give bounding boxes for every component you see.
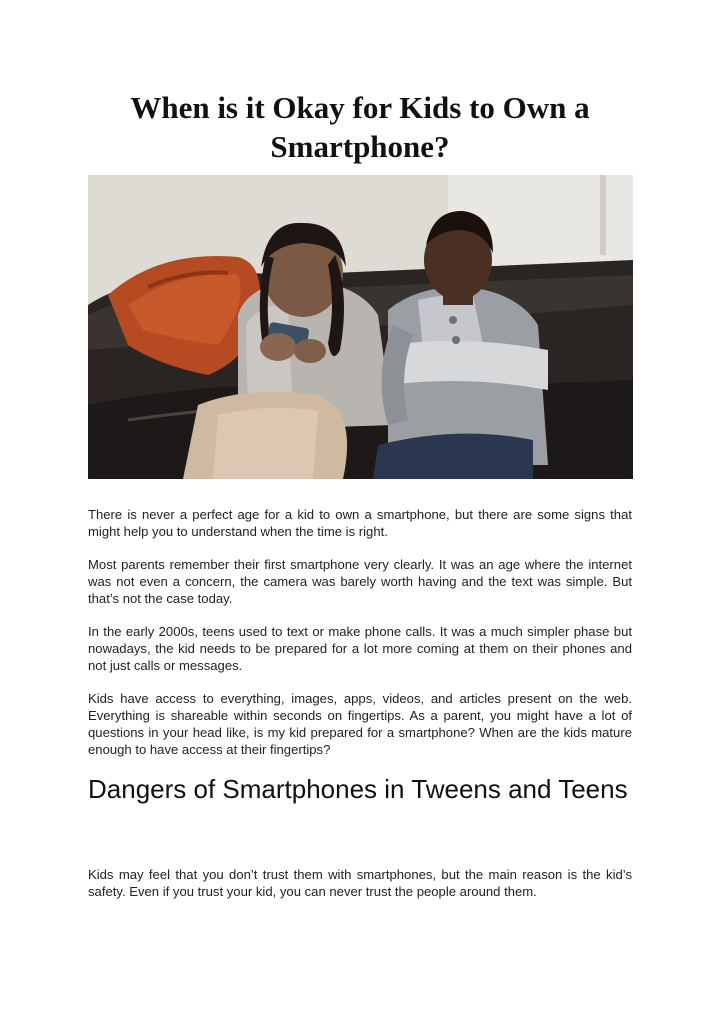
photo-illustration: [88, 175, 633, 479]
page-title: When is it Okay for Kids to Own a Smartphone?: [130, 90, 590, 164]
section-heading: Dangers of Smartphones in Tweens and Teens: [88, 774, 628, 804]
body-paragraph-1: Most parents remember their first smartphone very clearly. It was an age where the internet was not even a concern, the camera was barely worth having and the text was simple. But that’s not the case today.: [88, 557, 632, 606]
body-paragraph-3: Kids have access to everything, images, apps, videos, and articles present on the web. Everything is shareable within seconds on fingertips. As a parent, you might have a lot of questions in your head like, is my kid prepared for a smartphone? When are the kids mature enough to have access at their fingertips?: [88, 691, 632, 757]
intro-paragraph: There is never a perfect age for a kid to own a smartphone, but there are some signs that might help you to understand when the time is right.: [88, 507, 632, 539]
section-paragraph: Kids may feel that you don’t trust them with smartphones, but the main reason is the kid’s safety. Even if you trust your kid, you can never trust the people around them.: [88, 867, 632, 899]
body-paragraph-2: In the early 2000s, teens used to text or make phone calls. It was a much simpler phase but nowadays, the kid needs to be prepared for a lot more coming at them on their phones and not just calls or messages.: [88, 624, 632, 673]
hero-photo: [88, 175, 633, 479]
